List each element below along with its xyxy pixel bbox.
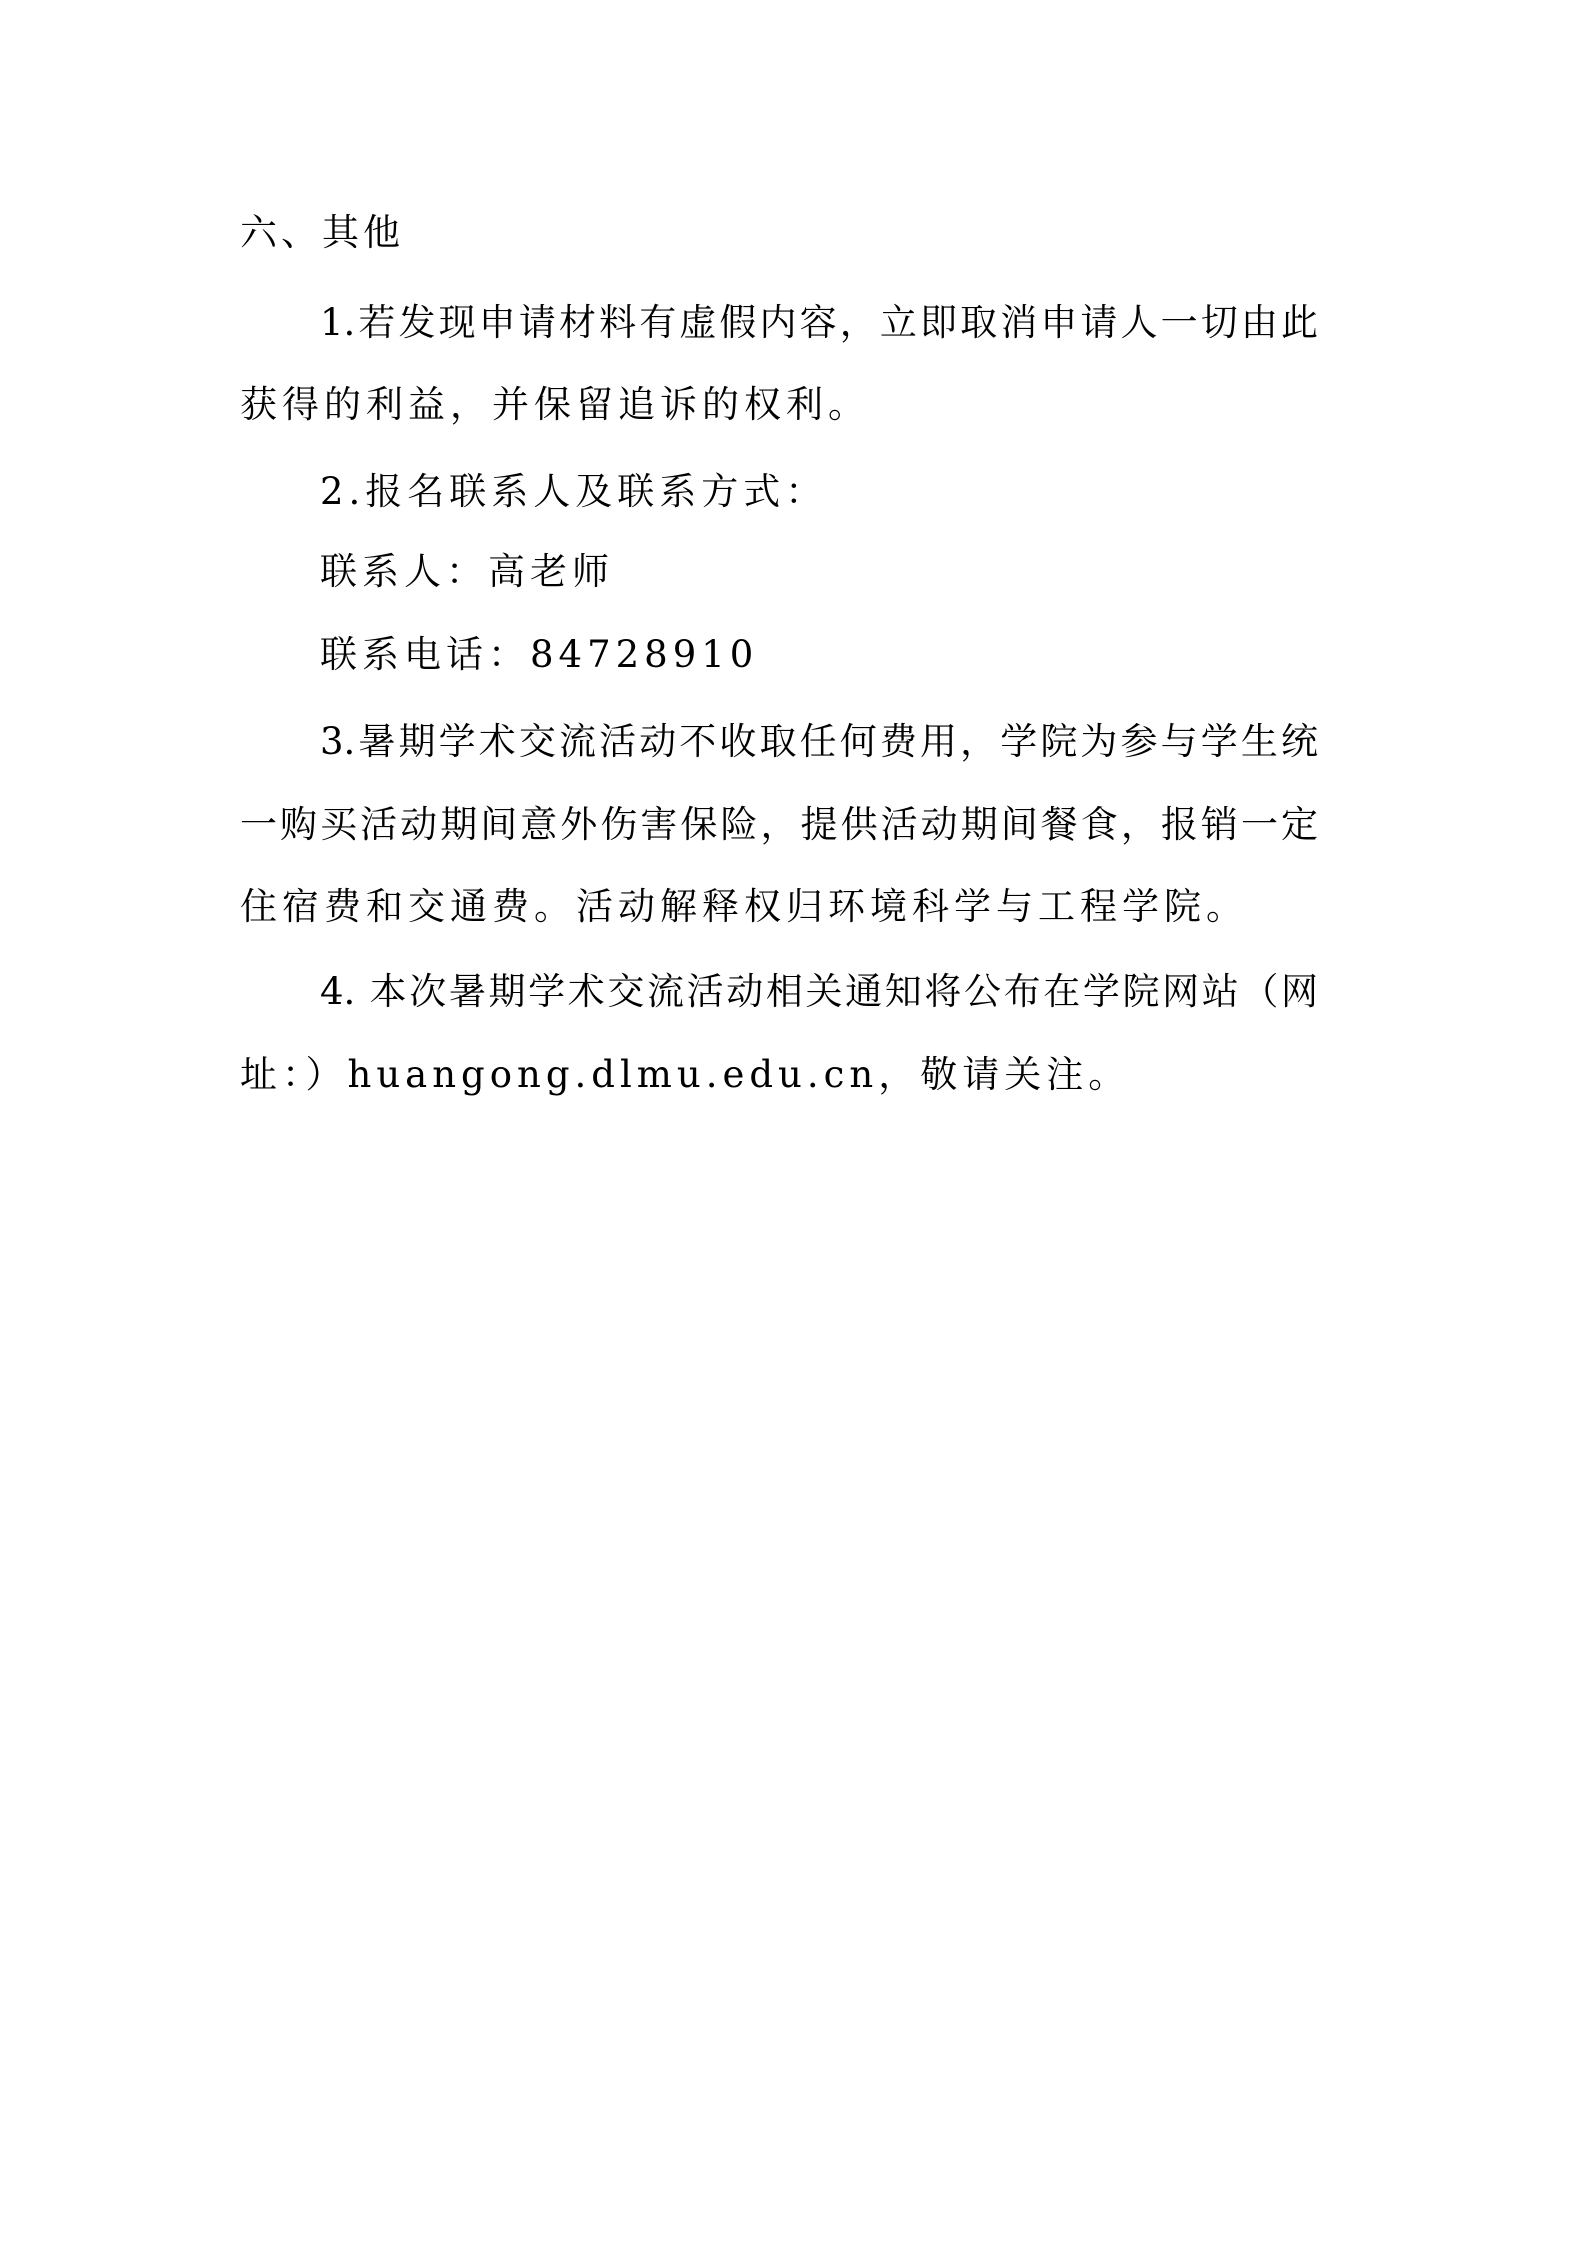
item-3-line-1: 3.暑期学术交流活动不收取任何费用，学院为参与学生统 bbox=[320, 720, 1318, 763]
item-3-line-2: 一购买活动期间意外伤害保险，提供活动期间餐食，报销一定 bbox=[240, 803, 1318, 846]
contact-phone: 联系电话：84728910 bbox=[320, 633, 759, 676]
section-heading: 六、其他 bbox=[240, 211, 404, 254]
item-2-line-1: 2.报名联系人及联系方式： bbox=[320, 470, 828, 513]
item-1-line-2: 获得的利益，并保留追诉的权利。 bbox=[240, 383, 870, 426]
item-3-line-3: 住宿费和交通费。活动解释权归环境科学与工程学院。 bbox=[240, 885, 1248, 928]
website-line: 址：）huangong.dlmu.edu.cn，敬请关注。 bbox=[240, 1053, 1131, 1096]
item-1-line-1: 1.若发现申请材料有虚假内容，立即取消申请人一切由此 bbox=[320, 301, 1318, 344]
contact-person: 联系人：高老师 bbox=[320, 550, 614, 593]
item-4-line-1: 4. 本次暑期学术交流活动相关通知将公布在学院网站（网 bbox=[320, 970, 1318, 1013]
